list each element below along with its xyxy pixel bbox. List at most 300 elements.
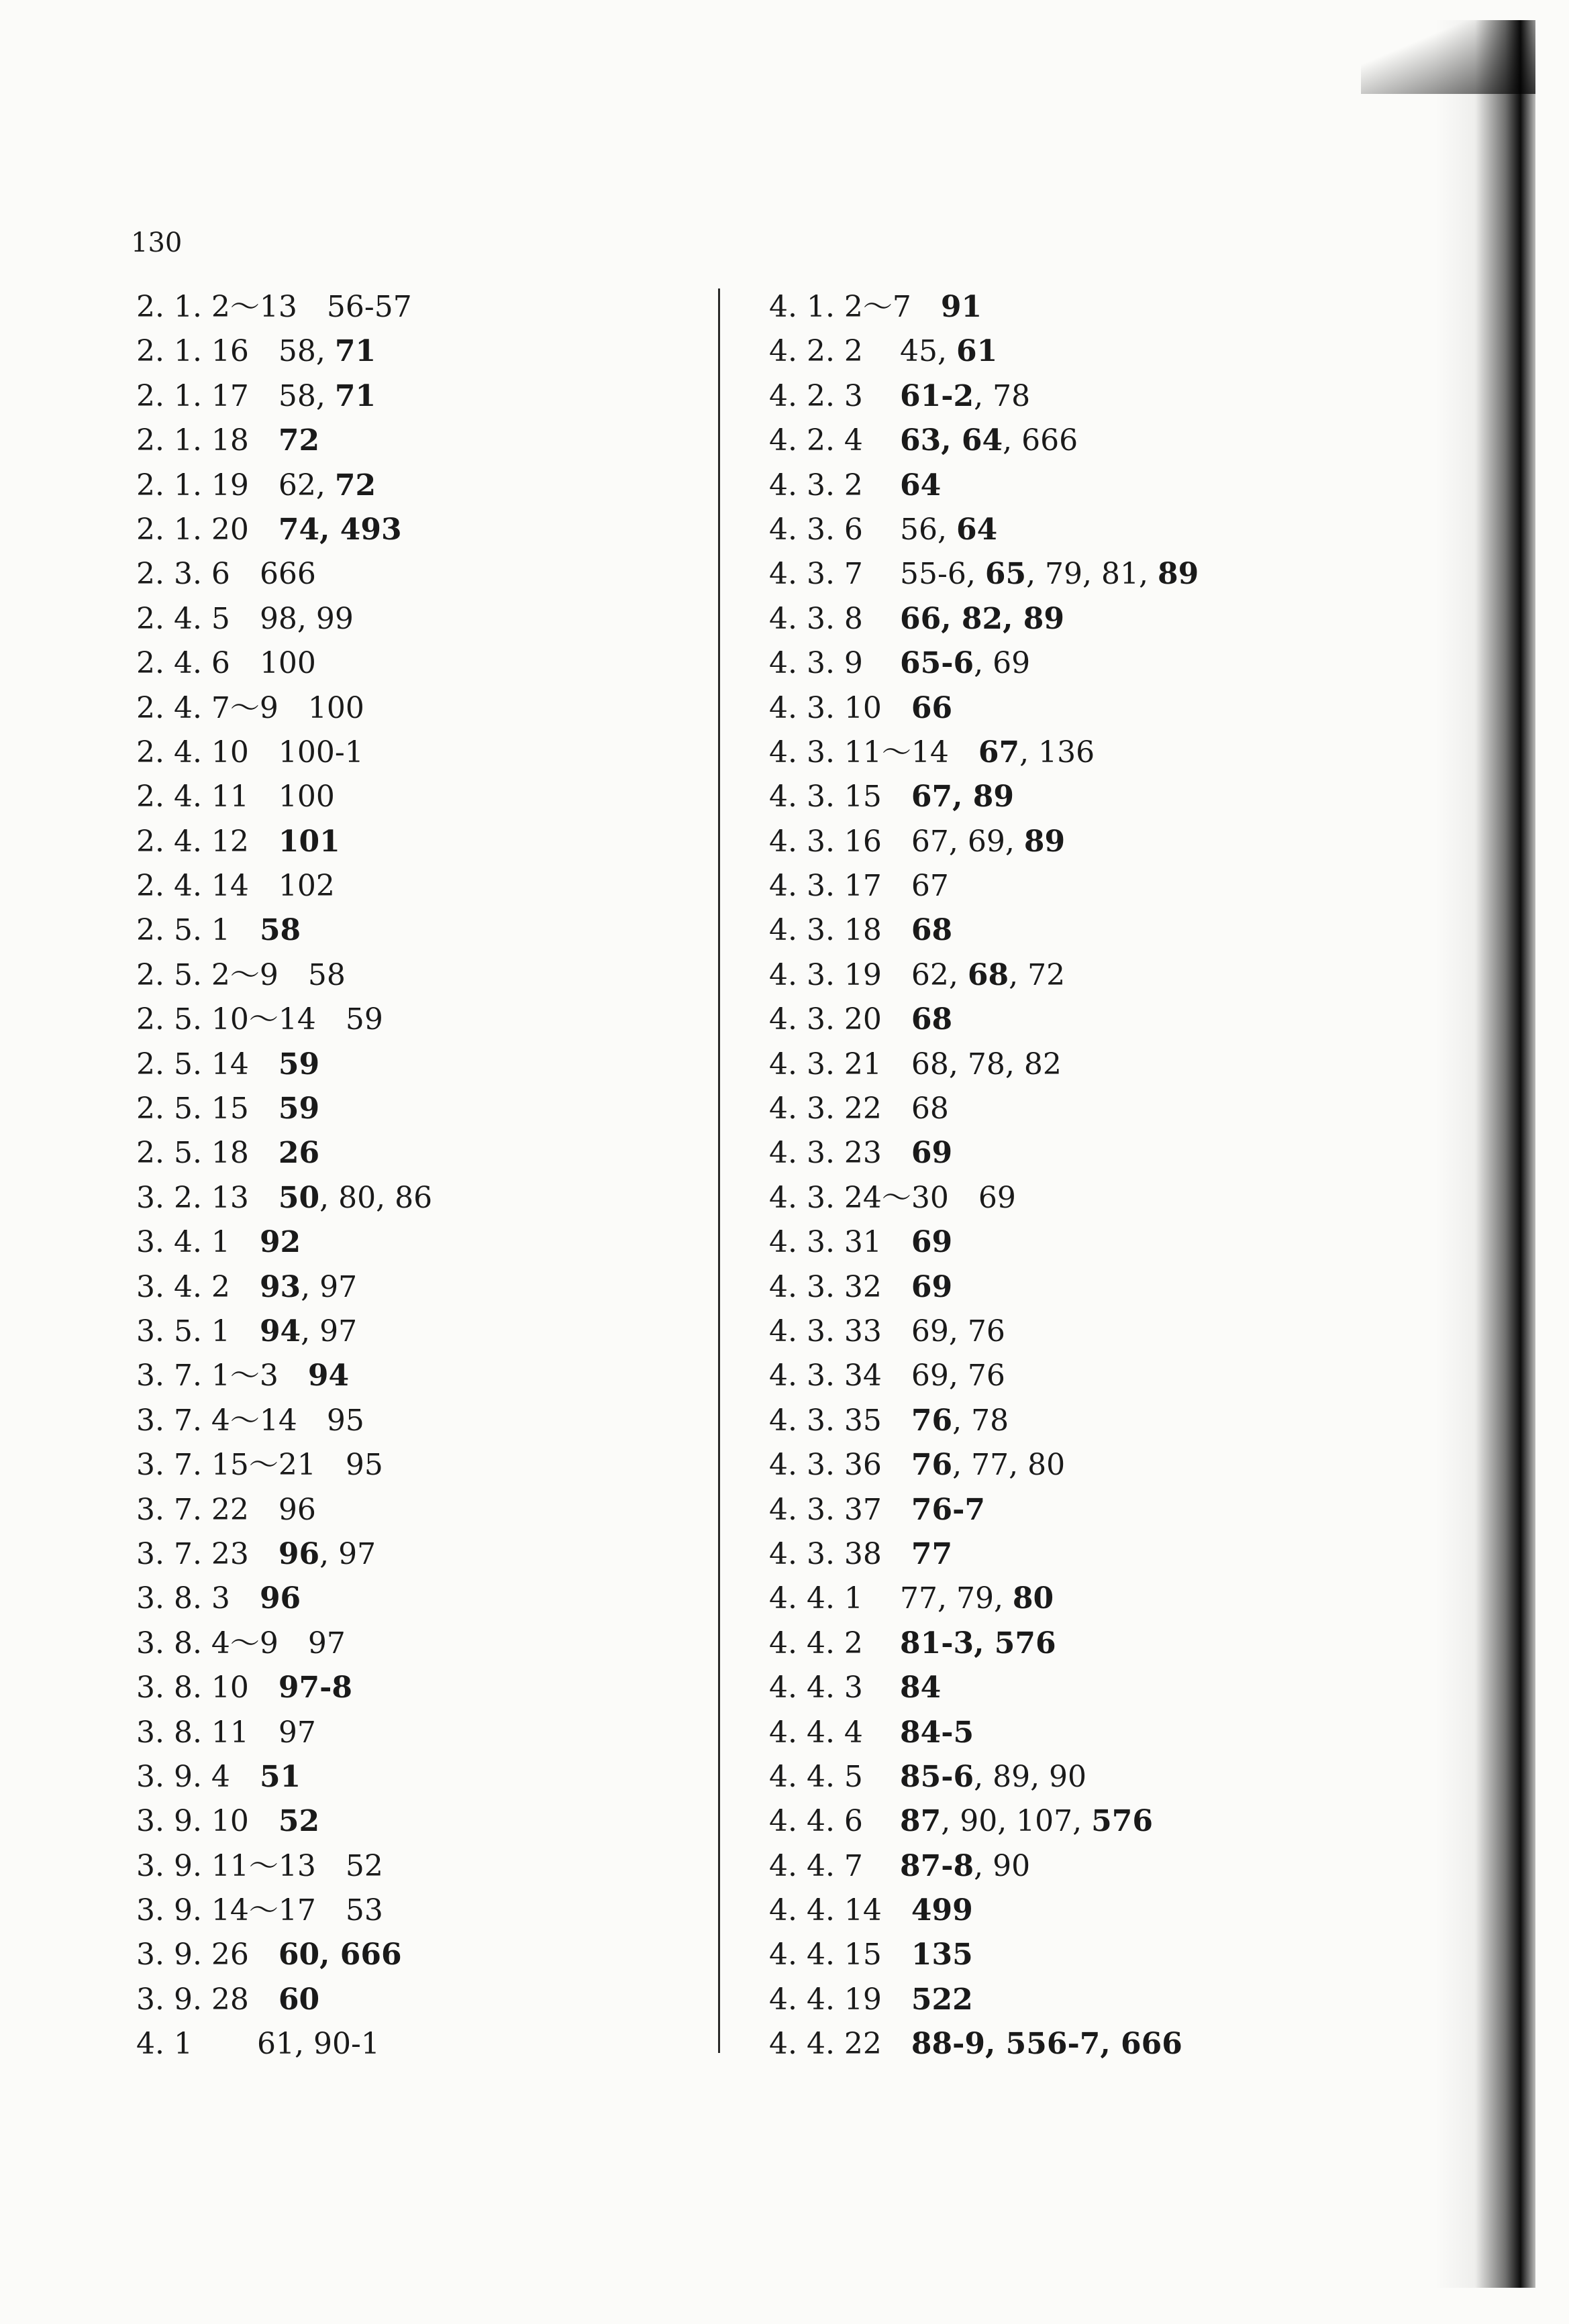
- index-entry: [136, 1265, 673, 1310]
- index-entry-pages: [911, 1532, 952, 1577]
- index-entry-pages: [260, 1310, 357, 1354]
- page-ref: 56,: [900, 512, 956, 547]
- page-ref-bold: 88-9, 556-7, 666: [911, 2027, 1182, 2062]
- index-entry-key: 4. 3. 11～14: [769, 735, 949, 770]
- index-entry: [769, 1666, 1373, 1710]
- page-ref: 58: [307, 957, 346, 992]
- page-ref: , 69: [974, 646, 1031, 681]
- index-entry-pages: [900, 1622, 1056, 1666]
- page-ref-bold: 58: [259, 913, 301, 948]
- page-ref-bold: 69: [911, 1269, 953, 1304]
- page-ref-bold: 63, 64: [900, 423, 1003, 458]
- index-entry-key: 4. 3. 18: [769, 913, 882, 948]
- index-entry-pages: [900, 419, 1078, 463]
- index-entry-key: 4. 3. 2: [769, 468, 863, 503]
- index-entry-key: 3. 9. 10: [136, 1804, 249, 1839]
- index-entry-key: 2. 5. 18: [136, 1136, 249, 1171]
- index-entry-key: 3. 9. 11～13: [136, 1848, 316, 1883]
- index-entry-key: 2. 1. 2～13: [136, 290, 297, 324]
- page-ref-bold: 76: [911, 1448, 953, 1483]
- index-entry-key: 4. 3. 36: [769, 1448, 882, 1483]
- index-entry-key: 4. 3. 37: [769, 1492, 882, 1527]
- index-entry: [136, 2022, 673, 2066]
- page-ref: , 78: [974, 378, 1031, 413]
- index-entry-pages: [257, 2022, 380, 2066]
- page-number: 130: [131, 227, 183, 258]
- index-entry-key: 4. 2. 2: [769, 334, 863, 369]
- index-entry-pages: [279, 1043, 319, 1087]
- page-ref-bold: 69: [911, 1136, 953, 1171]
- index-entry-pages: [260, 552, 316, 596]
- index-entry-key: 2. 1. 18: [136, 423, 249, 458]
- page-ref: 77, 79,: [900, 1581, 1013, 1616]
- index-entry-pages: [911, 1488, 985, 1532]
- index-entry: [136, 953, 673, 998]
- index-entry-pages: [900, 1666, 941, 1710]
- index-entry-key: 3. 9. 26: [136, 1938, 249, 1972]
- index-entry-pages: [308, 1622, 346, 1666]
- index-entry-pages: [346, 1443, 383, 1487]
- index-entry: [769, 1399, 1373, 1443]
- page-ref: 52: [345, 1848, 383, 1883]
- index-entry-key: 4. 4. 6: [769, 1804, 863, 1839]
- index-entry-pages: [260, 908, 301, 953]
- index-entry-pages: [260, 597, 354, 641]
- index-entry-pages: [900, 1844, 1030, 1889]
- page-ref: 98, 99: [259, 601, 354, 636]
- index-entry: [136, 508, 673, 552]
- page-ref: , 97: [301, 1314, 358, 1349]
- index-entry: [769, 1220, 1373, 1265]
- index-entry: [136, 775, 673, 819]
- page-ref-bold: 61: [956, 334, 998, 369]
- index-entry-pages: [327, 1399, 364, 1443]
- index-entry-key: 4. 4. 4: [769, 1715, 863, 1750]
- index-entry-key: 4. 3. 17: [769, 869, 882, 904]
- page-ref-bold: 76-7: [911, 1492, 986, 1527]
- index-entry-pages: [308, 686, 364, 731]
- index-entry-pages: [279, 1532, 376, 1577]
- index-entry-pages: [911, 820, 1065, 864]
- index-entry-pages: [911, 908, 952, 953]
- index-entry-key: 4. 3. 31: [769, 1225, 882, 1260]
- index-entry: [136, 864, 673, 908]
- index-entry-pages: [279, 1666, 352, 1710]
- page-ref-bold: 135: [911, 1938, 973, 1972]
- index-entry: [136, 1176, 673, 1220]
- page-ref: 95: [345, 1448, 383, 1483]
- page-ref: , 97: [301, 1269, 358, 1304]
- page-ref-bold: 97-8: [278, 1671, 353, 1705]
- index-entry-pages: [900, 1799, 1153, 1844]
- index-entry-pages: [279, 464, 376, 508]
- index-entry-pages: [911, 1933, 973, 1977]
- index-entry: [769, 1532, 1373, 1577]
- page-ref-bold: 71: [334, 378, 376, 413]
- index-entry-key: 4. 4. 3: [769, 1671, 863, 1705]
- page-ref-bold: 68: [967, 957, 1009, 992]
- index-entry-key: 2. 1. 19: [136, 468, 249, 503]
- page-ref-bold: 64: [956, 512, 998, 547]
- index-entry: [136, 1978, 673, 2022]
- index-entry: [136, 552, 673, 596]
- index-entry: [136, 820, 673, 864]
- page-ref-bold: 522: [911, 1982, 973, 2017]
- index-entry-pages: [308, 1354, 349, 1398]
- index-entry: [769, 1933, 1373, 1977]
- page-ref-bold: 499: [911, 1893, 973, 1928]
- page-ref: , 80, 86: [319, 1180, 433, 1215]
- index-entry-pages: [279, 731, 364, 775]
- index-entry: [136, 1087, 673, 1131]
- index-entry: [136, 1220, 673, 1265]
- index-entry-pages: [911, 1978, 973, 2022]
- page-ref-bold: 64: [900, 468, 942, 503]
- index-entry-key: 4. 2. 3: [769, 378, 863, 413]
- index-entry: [136, 1711, 673, 1755]
- index-entry-key: 2. 4. 5: [136, 601, 230, 636]
- index-entry: [136, 1799, 673, 1844]
- page-ref-bold: 91: [940, 290, 982, 324]
- page-ref-bold: 59: [278, 1047, 320, 1081]
- page-ref: 61, 90-1: [257, 2027, 380, 2062]
- index-entry-key: 2. 1. 16: [136, 334, 249, 369]
- index-entry-pages: [978, 1176, 1016, 1220]
- page-ref-bold: 71: [334, 334, 376, 369]
- page-ref-bold: 65-6: [900, 646, 974, 681]
- index-entry-pages: [279, 374, 376, 419]
- index-entry: [769, 2022, 1373, 2066]
- index-entry: [136, 285, 673, 329]
- index-entry-key: 4. 3. 8: [769, 601, 863, 636]
- page-ref: 68, 78, 82: [911, 1047, 1062, 1081]
- index-entry-pages: [911, 1220, 952, 1265]
- index-entry-pages: [900, 1711, 974, 1755]
- index-entry-key: 4. 3. 6: [769, 512, 863, 547]
- page-ref: 69, 76: [911, 1314, 1005, 1349]
- index-entry-pages: [260, 1220, 301, 1265]
- page-ref: 100: [278, 780, 335, 814]
- page-ref-bold: 65: [984, 557, 1027, 592]
- index-entry-pages: [260, 641, 316, 686]
- index-entry-key: 2. 4. 7～9: [136, 690, 279, 725]
- index-entry: [136, 329, 673, 374]
- page-ref: 62,: [911, 957, 968, 992]
- index-entry: [769, 731, 1373, 775]
- index-entry: [136, 686, 673, 731]
- index-column-right: [769, 285, 1373, 2067]
- page-ref: 69, 76: [911, 1359, 1005, 1393]
- index-entry: [769, 374, 1373, 419]
- index-entry-key: 2. 5. 15: [136, 1092, 249, 1126]
- index-entry-pages: [900, 552, 1199, 596]
- index-entry-pages: [260, 1755, 301, 1799]
- index-entry: [769, 820, 1373, 864]
- page-ref-bold: 67, 89: [911, 780, 1015, 814]
- index-entry-key: 4. 4. 5: [769, 1759, 863, 1794]
- index-entry-pages: [279, 1488, 316, 1532]
- index-entry-key: 3. 8. 11: [136, 1715, 249, 1750]
- index-entry-pages: [279, 1711, 316, 1755]
- index-entry-pages: [911, 1310, 1005, 1354]
- index-entry-key: 4. 3. 21: [769, 1047, 882, 1081]
- page-ref: 59: [345, 1002, 383, 1037]
- page-ref: , 78: [952, 1403, 1009, 1438]
- index-entry-key: 4. 3. 10: [769, 690, 882, 725]
- page-ref: 67, 69,: [911, 824, 1024, 859]
- page-ref-bold: 94: [307, 1359, 350, 1393]
- page-ref: 102: [278, 869, 335, 904]
- page-ref-bold: 85-6: [900, 1759, 974, 1794]
- index-entry: [769, 508, 1373, 552]
- page-ref: , 666: [1003, 423, 1078, 458]
- index-entry-key: 4. 1. 2～7: [769, 290, 911, 324]
- index-entry-key: 4. 3. 20: [769, 1002, 882, 1037]
- index-column-left: [136, 285, 673, 2067]
- index-entry: [769, 597, 1373, 641]
- index-entry-key: 2. 5. 14: [136, 1047, 249, 1081]
- index-entry-key: 4. 1: [136, 2027, 193, 2062]
- index-entry-key: 3. 7. 22: [136, 1492, 249, 1527]
- index-entry-pages: [279, 1087, 319, 1131]
- index-entry-pages: [911, 686, 952, 731]
- page-ref: 58,: [278, 378, 335, 413]
- index-entry: [769, 1087, 1373, 1131]
- page-ref-bold: 68: [911, 1002, 953, 1037]
- index-entry-key: 4. 4. 15: [769, 1938, 882, 1972]
- index-entry-key: 2. 4. 6: [136, 646, 230, 681]
- index-entry-pages: [279, 1933, 402, 1977]
- page-ref-bold: 72: [334, 468, 376, 503]
- page-ref: 45,: [900, 334, 956, 369]
- index-entry: [769, 1711, 1373, 1755]
- index-entry-pages: [900, 329, 997, 374]
- page-ref: 95: [326, 1403, 364, 1438]
- page-ref-bold: 66: [911, 690, 953, 725]
- index-entry-key: 4. 3. 22: [769, 1092, 882, 1126]
- index-entry-key: 4. 4. 19: [769, 1982, 882, 2017]
- index-entry: [136, 1532, 673, 1577]
- page-ref-bold: 59: [278, 1092, 320, 1126]
- index-entry: [769, 1176, 1373, 1220]
- index-entry: [769, 1443, 1373, 1487]
- page-ref-bold: 69: [911, 1225, 953, 1260]
- index-entry: [136, 1577, 673, 1621]
- index-entry-pages: [900, 1755, 1086, 1799]
- page-ref-bold: 96: [259, 1581, 301, 1616]
- index-entry-key: 3. 4. 2: [136, 1269, 230, 1304]
- page-ref-bold: 26: [278, 1136, 320, 1171]
- index-entry: [136, 597, 673, 641]
- page-ref: , 72: [1009, 957, 1066, 992]
- index-entry: [769, 329, 1373, 374]
- index-entry-key: 4. 4. 22: [769, 2027, 882, 2062]
- index-entry-key: 3. 7. 4～14: [136, 1403, 297, 1438]
- index-entry-key: 3. 4. 1: [136, 1225, 230, 1260]
- index-entry: [136, 1666, 673, 1710]
- index-entry-pages: [279, 508, 402, 552]
- index-entry-key: 3. 9. 14～17: [136, 1893, 316, 1928]
- index-entry: [769, 908, 1373, 953]
- index-entry-key: 4. 3. 32: [769, 1269, 882, 1304]
- index-entry-pages: [279, 329, 376, 374]
- page-ref-bold: 96: [278, 1536, 320, 1571]
- page-ref: 69: [978, 1180, 1016, 1215]
- index-entry-pages: [279, 1176, 432, 1220]
- page-ref: 67: [911, 869, 949, 904]
- page-ref-bold: 60: [278, 1982, 320, 2017]
- page-ref-bold: 77: [911, 1536, 953, 1571]
- page-ref-bold: 66, 82, 89: [900, 601, 1064, 636]
- index-entry-pages: [279, 775, 335, 819]
- page-ref: 53: [345, 1893, 383, 1928]
- index-entry-key: 3. 9. 4: [136, 1759, 230, 1794]
- page-ref: 100: [307, 690, 364, 725]
- page-ref-bold: 60, 666: [278, 1938, 402, 1972]
- index-entry-pages: [900, 597, 1064, 641]
- index-entry-key: 4. 3. 23: [769, 1136, 882, 1171]
- index-entry: [136, 998, 673, 1042]
- index-entry-pages: [900, 1577, 1054, 1621]
- page-ref-bold: 101: [278, 824, 340, 859]
- index-entry-pages: [911, 1889, 973, 1933]
- index-entry-pages: [911, 1131, 952, 1175]
- page-ref: 100: [259, 646, 316, 681]
- index-entry: [769, 1265, 1373, 1310]
- index-entry-pages: [279, 419, 319, 463]
- index-entry-pages: [900, 464, 941, 508]
- index-entry-key: 2. 3. 6: [136, 557, 230, 592]
- index-entry-pages: [279, 1799, 319, 1844]
- page-ref: 58,: [278, 334, 335, 369]
- index-entry-pages: [346, 998, 383, 1042]
- page-ref-bold: 74, 493: [278, 512, 402, 547]
- page-ref-bold: 84-5: [900, 1715, 974, 1750]
- index-entry: [136, 908, 673, 953]
- index-entry: [769, 641, 1373, 686]
- page-ref: 96: [278, 1492, 316, 1527]
- page-ref-bold: 84: [900, 1671, 942, 1705]
- index-entry-key: 3. 9. 28: [136, 1982, 249, 2017]
- index-entry-key: 3. 8. 4～9: [136, 1626, 279, 1660]
- index-entry: [769, 1354, 1373, 1398]
- page-ref: 55-6,: [900, 557, 985, 592]
- index-entry: [136, 1844, 673, 1889]
- index-entry: [769, 464, 1373, 508]
- index-entry: [769, 775, 1373, 819]
- index-entry: [136, 1310, 673, 1354]
- page-ref-bold: 61-2: [900, 378, 974, 413]
- index-entry: [136, 1354, 673, 1398]
- index-entry: [136, 1399, 673, 1443]
- index-entry-key: 4. 4. 7: [769, 1848, 863, 1883]
- index-entry: [769, 1844, 1373, 1889]
- page-ref-bold: 76: [911, 1403, 953, 1438]
- index-entry-key: 2. 5. 1: [136, 913, 230, 948]
- page-ref: , 90, 107,: [941, 1804, 1092, 1839]
- page-ref: , 136: [1019, 735, 1095, 770]
- index-entry-pages: [279, 1978, 319, 2022]
- index-entry-key: 4. 4. 1: [769, 1581, 863, 1616]
- index-entry-pages: [978, 731, 1095, 775]
- page-ref-bold: 89: [1157, 557, 1199, 592]
- index-entry-key: 2. 4. 11: [136, 780, 249, 814]
- index-entry: [769, 419, 1373, 463]
- page-ref-bold: 81-3, 576: [900, 1626, 1056, 1660]
- index-entry-key: 4. 3. 19: [769, 957, 882, 992]
- page-ref: , 89, 90: [974, 1759, 1087, 1794]
- page-ref-bold: 51: [259, 1759, 301, 1794]
- page-ref: 666: [259, 557, 316, 592]
- index-entry-key: 2. 5. 2～9: [136, 957, 279, 992]
- index-entry: [136, 1755, 673, 1799]
- index-entry: [136, 419, 673, 463]
- page-ref-bold: 80: [1012, 1581, 1054, 1616]
- index-entry-key: 4. 3. 15: [769, 780, 882, 814]
- page-ref-bold: 92: [259, 1225, 301, 1260]
- page-ref: 56-57: [326, 290, 412, 324]
- index-entry-key: 4. 3. 34: [769, 1359, 882, 1393]
- index-entry-key: 3. 2. 13: [136, 1180, 249, 1215]
- index-entry: [769, 1978, 1373, 2022]
- index-entry-key: 2. 4. 10: [136, 735, 249, 770]
- index-entry-pages: [900, 374, 1030, 419]
- page-ref-bold: 87: [900, 1804, 942, 1839]
- index-entry-pages: [911, 2022, 1182, 2066]
- index-entry: [136, 1488, 673, 1532]
- index-entry-pages: [911, 1043, 1062, 1087]
- index-entry-pages: [346, 1889, 383, 1933]
- index-entry-key: 2. 4. 14: [136, 869, 249, 904]
- index-entry-key: 3. 7. 1～3: [136, 1359, 279, 1393]
- page-ref-bold: 93: [259, 1269, 301, 1304]
- binding-shadow-top: [1361, 20, 1535, 94]
- index-entry-pages: [308, 953, 346, 998]
- page-ref: 97: [278, 1715, 316, 1750]
- page-ref-bold: 87-8: [900, 1848, 974, 1883]
- page-ref: , 79, 81,: [1026, 557, 1158, 592]
- page-ref: 97: [307, 1626, 346, 1660]
- index-entry-pages: [911, 1265, 952, 1310]
- index-entry: [769, 1488, 1373, 1532]
- index-entry-key: 4. 4. 14: [769, 1893, 882, 1928]
- index-entry-pages: [260, 1577, 301, 1621]
- index-entry: [136, 1443, 673, 1487]
- page-ref: , 77, 80: [952, 1448, 1066, 1483]
- index-entry: [769, 953, 1373, 998]
- index-entry-key: 3. 8. 3: [136, 1581, 230, 1616]
- index-entry: [136, 374, 673, 419]
- page-ref: 100-1: [278, 735, 364, 770]
- index-entry: [136, 464, 673, 508]
- index-entry-pages: [346, 1844, 383, 1889]
- index-entry-key: 3. 8. 10: [136, 1671, 249, 1705]
- index-entry-pages: [900, 641, 1030, 686]
- index-entry-key: 4. 4. 2: [769, 1626, 863, 1660]
- index-entry: [769, 1755, 1373, 1799]
- index-entry-pages: [279, 1131, 319, 1175]
- page-ref-bold: 50: [278, 1180, 320, 1215]
- index-entry: [769, 1310, 1373, 1354]
- index-entry: [769, 998, 1373, 1042]
- index-entry-pages: [911, 1399, 1009, 1443]
- index-entry-pages: [327, 285, 412, 329]
- index-entry-key: 4. 3. 24～30: [769, 1180, 949, 1215]
- index-entry-key: 4. 3. 7: [769, 557, 863, 592]
- index-entry-pages: [911, 1443, 1065, 1487]
- index-entry-key: 4. 3. 38: [769, 1536, 882, 1571]
- index-entry-pages: [260, 1265, 357, 1310]
